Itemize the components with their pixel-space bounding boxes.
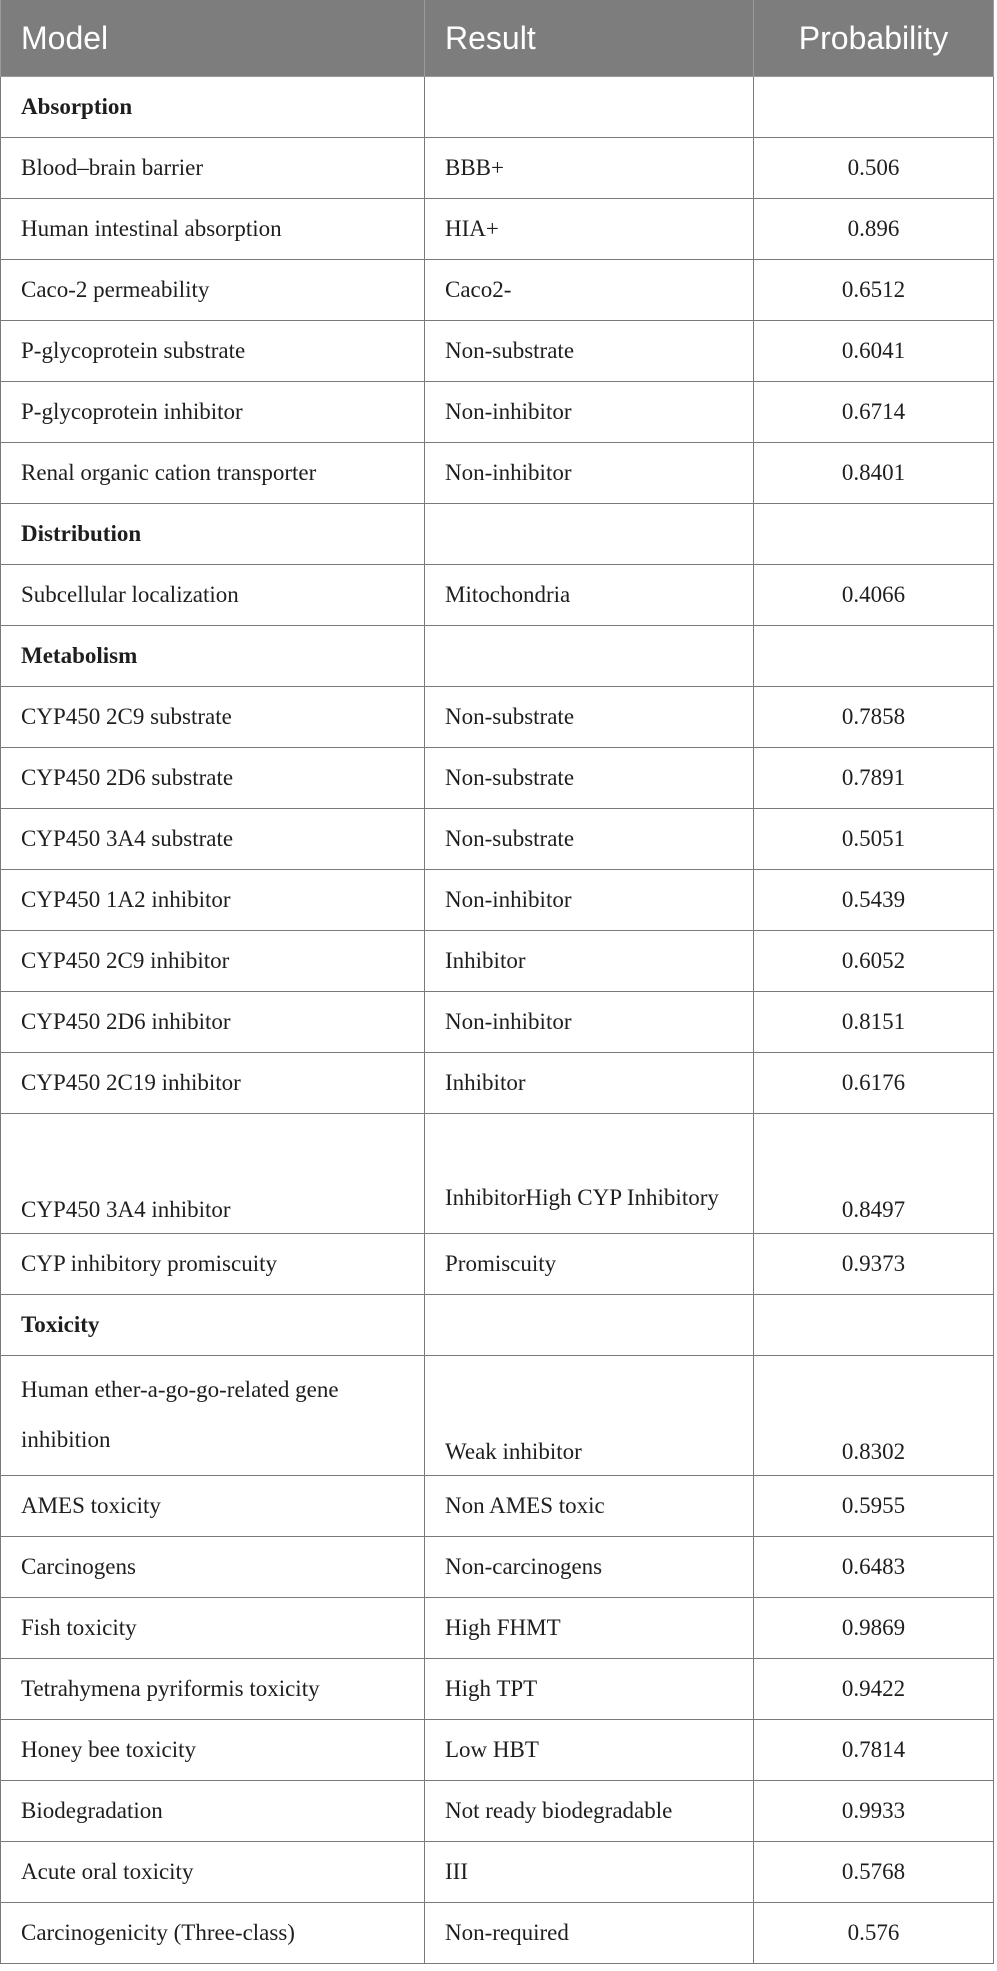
probability-cell: 0.6483 [754, 1537, 994, 1598]
model-cell: Honey bee toxicity [1, 1720, 425, 1781]
table-row [1, 1598, 994, 1659]
result-cell: Caco2- [425, 260, 754, 321]
model-cell: AMES toxicity [1, 1476, 425, 1537]
table-row [1, 931, 994, 992]
table-row [1, 992, 994, 1053]
probability-cell: 0.506 [754, 138, 994, 199]
section-title: Toxicity [1, 1295, 425, 1356]
model-cell: Carcinogens [1, 1537, 425, 1598]
probability-cell: 0.9933 [754, 1781, 994, 1842]
table-row [1, 1842, 994, 1903]
probability-cell: 0.5955 [754, 1476, 994, 1537]
table-row [1, 1537, 994, 1598]
model-cell: CYP450 3A4 inhibitor [1, 1114, 425, 1234]
header-probability: Probability [754, 0, 994, 77]
table-row [1, 1659, 994, 1720]
section-row-absorption [1, 77, 994, 138]
probability-cell: 0.4066 [754, 565, 994, 626]
result-cell: Mitochondria [425, 565, 754, 626]
model-cell: Acute oral toxicity [1, 1842, 425, 1903]
table-row [1, 321, 994, 382]
model-cell: P-glycoprotein inhibitor [1, 382, 425, 443]
model-cell: Carcinogenicity (Three-class) [1, 1903, 425, 1964]
table-row [1, 1720, 994, 1781]
table-row [1, 870, 994, 931]
model-cell: Renal organic cation transporter [1, 443, 425, 504]
table-row [1, 565, 994, 626]
model-cell: CYP450 2D6 substrate [1, 748, 425, 809]
model-cell: Caco-2 permeability [1, 260, 425, 321]
probability-cell: 0.9869 [754, 1598, 994, 1659]
probability-cell: 0.7814 [754, 1720, 994, 1781]
probability-cell: 0.6512 [754, 260, 994, 321]
result-cell: Low HBT [425, 1720, 754, 1781]
result-cell: Not ready biodegradable [425, 1781, 754, 1842]
header-model: Model [1, 0, 425, 77]
result-cell: InhibitorHigh CYP Inhibitory [425, 1114, 754, 1234]
table-row [1, 199, 994, 260]
result-cell: Non-substrate [425, 748, 754, 809]
model-cell: Human ether-a-go-go-related gene inhibition [1, 1356, 425, 1476]
model-cell: Subcellular localization [1, 565, 425, 626]
section-row-metabolism [1, 626, 994, 687]
probability-cell: 0.5439 [754, 870, 994, 931]
model-cell: Human intestinal absorption [1, 199, 425, 260]
table-row [1, 1356, 994, 1476]
probability-cell: 0.7858 [754, 687, 994, 748]
model-cell: Biodegradation [1, 1781, 425, 1842]
result-cell: III [425, 1842, 754, 1903]
header-row [1, 0, 994, 77]
section-title: Metabolism [1, 626, 425, 687]
model-cell: P-glycoprotein substrate [1, 321, 425, 382]
model-cell: CYP450 2C9 inhibitor [1, 931, 425, 992]
model-cell: CYP inhibitory promiscuity [1, 1234, 425, 1295]
result-cell: Non-carcinogens [425, 1537, 754, 1598]
model-cell: Fish toxicity [1, 1598, 425, 1659]
table-row [1, 809, 994, 870]
probability-cell: 0.9422 [754, 1659, 994, 1720]
result-cell: HIA+ [425, 199, 754, 260]
model-cell: CYP450 2C19 inhibitor [1, 1053, 425, 1114]
model-cell: CYP450 1A2 inhibitor [1, 870, 425, 931]
model-cell: CYP450 3A4 substrate [1, 809, 425, 870]
table-row [1, 1781, 994, 1842]
result-cell: Non-substrate [425, 321, 754, 382]
section-row-toxicity [1, 1295, 994, 1356]
probability-cell: 0.6041 [754, 321, 994, 382]
result-cell: Promiscuity [425, 1234, 754, 1295]
section-title: Absorption [1, 77, 425, 138]
probability-cell: 0.9373 [754, 1234, 994, 1295]
model-cell: Blood–brain barrier [1, 138, 425, 199]
result-cell: Non-substrate [425, 687, 754, 748]
header-result: Result [425, 0, 754, 77]
probability-cell: 0.5051 [754, 809, 994, 870]
probability-cell: 0.8151 [754, 992, 994, 1053]
probability-cell: 0.7891 [754, 748, 994, 809]
table-row [1, 687, 994, 748]
table-body [1, 77, 994, 1964]
result-cell: Non-inhibitor [425, 870, 754, 931]
table-row [1, 1234, 994, 1295]
table-row [1, 1114, 994, 1234]
result-cell: Non-inhibitor [425, 992, 754, 1053]
probability-cell: 0.8497 [754, 1114, 994, 1234]
section-title: Distribution [1, 504, 425, 565]
section-row-distribution [1, 504, 994, 565]
result-cell: Non AMES toxic [425, 1476, 754, 1537]
result-cell: Weak inhibitor [425, 1356, 754, 1476]
model-cell: CYP450 2C9 substrate [1, 687, 425, 748]
probability-cell: 0.8401 [754, 443, 994, 504]
table-row [1, 260, 994, 321]
result-cell: High FHMT [425, 1598, 754, 1659]
result-cell: Non-substrate [425, 809, 754, 870]
probability-cell: 0.6176 [754, 1053, 994, 1114]
probability-cell: 0.896 [754, 199, 994, 260]
model-cell: CYP450 2D6 inhibitor [1, 992, 425, 1053]
result-cell: High TPT [425, 1659, 754, 1720]
probability-cell: 0.576 [754, 1903, 994, 1964]
table-row [1, 382, 994, 443]
result-cell: Inhibitor [425, 931, 754, 992]
table-row [1, 1476, 994, 1537]
probability-cell: 0.6714 [754, 382, 994, 443]
table-header [1, 0, 994, 77]
table-row [1, 748, 994, 809]
table-row [1, 1903, 994, 1964]
result-cell: Inhibitor [425, 1053, 754, 1114]
table-row [1, 443, 994, 504]
table-row [1, 138, 994, 199]
result-cell: Non-inhibitor [425, 382, 754, 443]
probability-cell: 0.6052 [754, 931, 994, 992]
probability-cell: 0.8302 [754, 1356, 994, 1476]
result-cell: BBB+ [425, 138, 754, 199]
model-cell: Tetrahymena pyriformis toxicity [1, 1659, 425, 1720]
result-cell: Non-inhibitor [425, 443, 754, 504]
table-row [1, 1053, 994, 1114]
result-cell: Non-required [425, 1903, 754, 1964]
probability-cell: 0.5768 [754, 1842, 994, 1903]
